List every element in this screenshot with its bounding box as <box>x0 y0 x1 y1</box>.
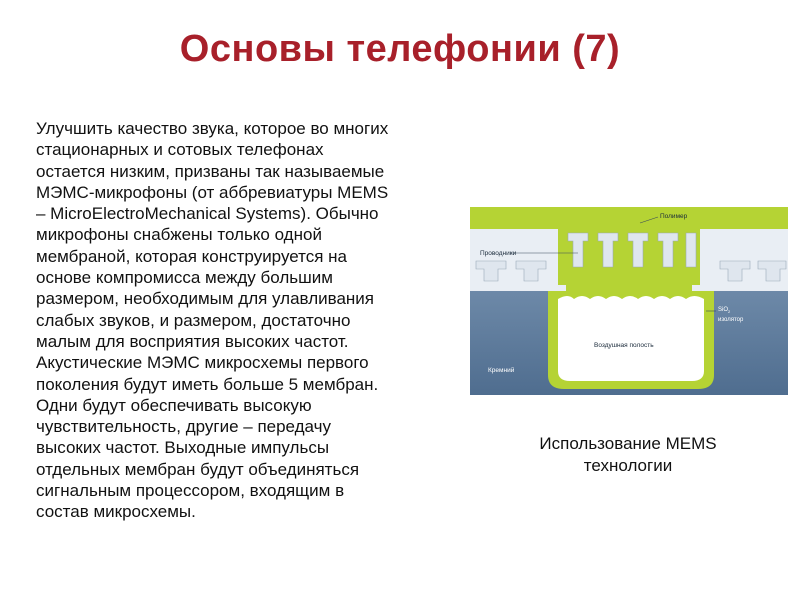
body-line: отдельных мембран будут объединяться <box>36 459 360 479</box>
body-line: высоких частот. Выходные импульсы <box>36 438 330 458</box>
caption-line: технологии <box>583 456 673 475</box>
body-line: слабых звуков, и размером, достаточно <box>36 310 351 330</box>
body-text <box>36 118 456 523</box>
label-silicon: Кремний <box>488 367 515 374</box>
slide-title: Основы телефонии (7) <box>179 28 621 70</box>
caption-line: Использование MEMS <box>539 434 717 453</box>
body-line: состав микросхемы. <box>36 502 196 522</box>
body-line: сигнальным процессором, входящим в <box>36 481 345 501</box>
body-line: Акустические МЭМС микросхемы первого <box>36 353 369 373</box>
label-sio2: SiO$_2$ <box>718 307 731 314</box>
polymer-layer <box>470 207 788 229</box>
body-line: микрофоны снабжены только одной <box>36 225 322 245</box>
body-line: – MicroElectroMechanical Systems). Обычно <box>36 204 379 224</box>
body-line: Одни будут обеспечивать высокую <box>36 395 312 415</box>
body-line: чувствительность, другие – передачу <box>36 417 331 437</box>
label-polymer: Полимер <box>660 213 688 220</box>
label-isolator: изолятор <box>718 317 744 323</box>
label-air-cavity: Воздушная полость <box>594 342 654 349</box>
body-line: размером, необходимым для улавливания <box>36 289 374 309</box>
body-line: остается низким, призваны так называемые <box>36 161 385 181</box>
mems-diagram-svg <box>470 207 788 395</box>
air-cavity <box>558 296 704 381</box>
label-conductors: Проводники <box>480 250 517 257</box>
body-line: малым для восприятия высоких частот. <box>36 331 349 351</box>
body-line: мембраной, которая конструируется на <box>36 246 348 266</box>
body-line: МЭМС-микрофоны (от аббревиатуры MEMS <box>36 182 389 202</box>
body-line: основе компромисса между большим <box>36 268 333 288</box>
body-line: Улучшить качество звука, которое во многих <box>36 119 389 138</box>
figure-caption <box>478 433 778 477</box>
body-line: стационарных и сотовых телефонах <box>36 140 324 160</box>
body-line: поколения будут иметь больше 5 мембран. <box>36 374 379 394</box>
mems-diagram <box>470 207 788 395</box>
